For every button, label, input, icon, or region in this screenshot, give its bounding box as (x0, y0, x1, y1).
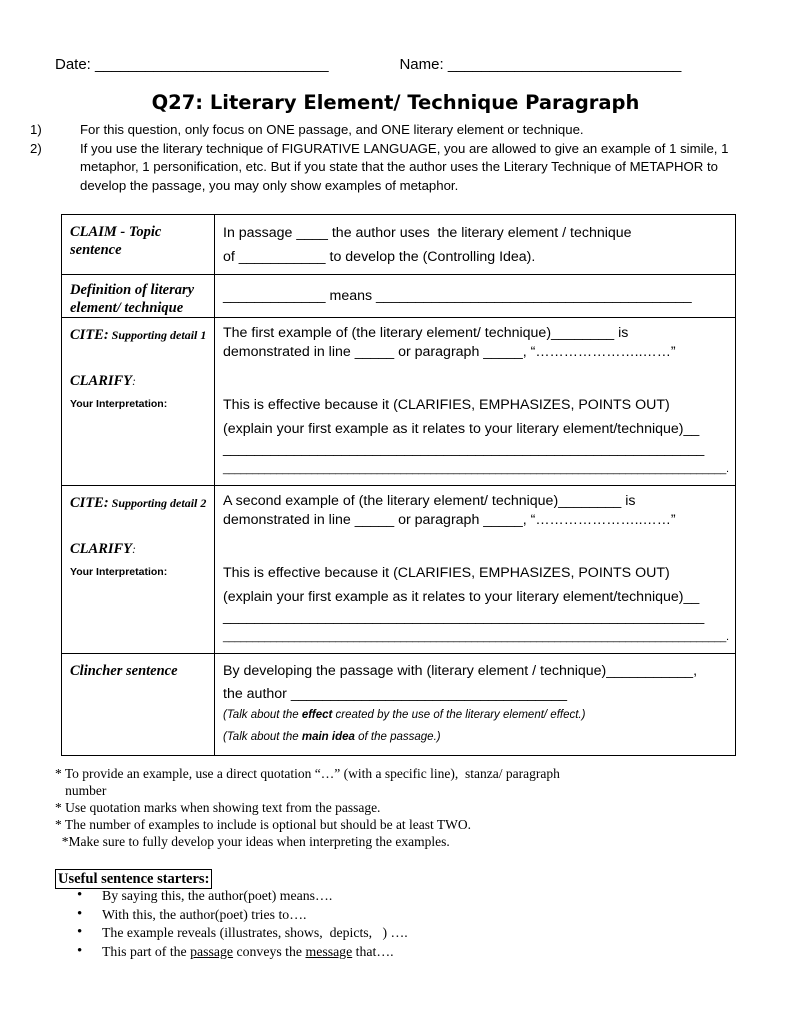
definition-line-1: _____________ means ________________________________________ (223, 288, 692, 304)
instructions-list (30, 121, 765, 195)
claim-line-1: In passage ____ the author uses the literary element / technique (223, 225, 632, 241)
claim-line-2: of ___________ to develop the (Controlling Idea). (223, 249, 536, 265)
clarify1-label: CLARIFY (70, 373, 133, 389)
cite2-label-cell: CITE: Supporting detail 2 CLARIFY: Your Interpretation: (62, 486, 215, 654)
instruction-number: 1) (30, 122, 42, 137)
table-row-claim (62, 215, 736, 275)
cite2-line-2: demonstrated in line _____ or paragraph _____, “…………………..……” (223, 512, 676, 528)
cite2-label: CITE: (70, 495, 109, 511)
clarify2-line-1: This is effective because it (CLARIFIES, EMPHASIZES, POINTS OUT) (223, 565, 670, 581)
page-title: Q27: Literary Element/ Technique Paragraph (151, 91, 640, 114)
clincher-line-2: the author ___________________________________ (223, 686, 567, 702)
definition-label: Definition of literary element/ technique (70, 282, 195, 316)
clarify1-line-2: (explain your first example as it relates to your literary element/technique)__ (223, 421, 700, 437)
table-row-cite-clarify-1 (62, 318, 736, 486)
clincher-label: Clincher sentence (70, 663, 178, 679)
cite1-line-1: The first example of (the literary element/ technique)________ is (223, 325, 629, 341)
instruction-item (30, 121, 765, 140)
table-row-definition (62, 275, 736, 318)
claim-label: CLAIM - Topic sentence (70, 224, 162, 258)
sentence-starters-heading: Useful sentence starters: (55, 869, 212, 889)
cite1-sublabel: Supporting detail 1 (108, 328, 207, 342)
clarify1-interpretation-label: Your Interpretation: (70, 398, 168, 410)
name-field-label[interactable]: Name: ____________________________ (399, 56, 682, 73)
table-row-cite-clarify-2 (62, 486, 736, 654)
note-item: number (55, 783, 107, 798)
clarify1-line-3: _____________________________________________________________ (223, 441, 705, 457)
notes-section (55, 765, 755, 850)
instruction-number: 2) (30, 140, 42, 156)
instruction-text: For this question, only focus on ONE passage, and ONE literary element or technique. (80, 122, 584, 137)
header-line (55, 56, 735, 73)
clarify1-line-4: _____________________________________________________________________________________. (223, 463, 729, 475)
paragraph-organizer-table (61, 214, 736, 756)
note-item: * The number of examples to include is optional but should be at least TWO. (55, 817, 472, 832)
cite1-line-2: demonstrated in line _____ or paragraph _____, “…………………..……” (223, 344, 676, 360)
clincher-note-effect: (Talk about the effect created by the use of the literary element/ effect.) (223, 709, 586, 721)
note-item: * To provide an example, use a direct quotation “…” (with a specific line), stanza/ paragraph (55, 766, 560, 781)
clarify2-label: CLARIFY (70, 541, 133, 557)
claim-label-cell (62, 215, 215, 275)
cite-clarify-2-content-cell[interactable] (215, 486, 736, 654)
cite2-line-1: A second example of (the literary element/ technique)________ is (223, 493, 636, 509)
clarify1-line-1: This is effective because it (CLARIFIES, EMPHASIZES, POINTS OUT) (223, 397, 670, 413)
clincher-note-main-idea: (Talk about the main idea of the passage.) (223, 731, 441, 743)
starter-item: • This part of the passage conveys the message that…. (75, 943, 755, 962)
table-row-clincher (62, 654, 736, 756)
instruction-text: If you use the literary technique of FIGURATIVE LANGUAGE, you are allowed to give an example of 1 simile, 1 metaphor, 1 personification, etc. But if you state that the author uses the Literary Technique of METAPHOR to develop the passage, you may only show examples of metaphor. (80, 140, 729, 193)
cite1-label-cell: CITE: Supporting detail 1 CLARIFY: Your Interpretation: (62, 318, 215, 486)
claim-content-cell[interactable] (215, 215, 736, 275)
sentence-starters-list (75, 887, 755, 961)
note-item: *Make sure to fully develop your ideas when interpreting the examples. (55, 834, 450, 849)
cite-clarify-1-content-cell[interactable] (215, 318, 736, 486)
definition-label-cell (62, 275, 215, 318)
clincher-line-1: By developing the passage with (literary element / technique)___________, (223, 663, 698, 679)
clincher-content-cell[interactable] (215, 654, 736, 756)
definition-content-cell[interactable] (215, 275, 736, 318)
cite1-label: CITE: (70, 327, 109, 343)
clarify2-line-2: (explain your first example as it relates to your literary element/technique)__ (223, 589, 700, 605)
date-field-label[interactable]: Date: ____________________________ (55, 56, 329, 73)
clarify2-line-4: _____________________________________________________________________________________. (223, 631, 729, 643)
instruction-item (30, 140, 765, 196)
starter-item: • The example reveals (illustrates, shows, depicts, ) …. (75, 924, 755, 943)
starter-item: • By saying this, the author(poet) means…. (75, 887, 755, 906)
cite2-sublabel: Supporting detail 2 (108, 496, 207, 510)
clarify2-line-3: _____________________________________________________________ (223, 609, 705, 625)
note-item: * Use quotation marks when showing text from the passage. (55, 800, 381, 815)
clarify2-interpretation-label: Your Interpretation: (70, 566, 168, 578)
clincher-label-cell (62, 654, 215, 756)
starter-item: • With this, the author(poet) tries to…. (75, 906, 755, 925)
